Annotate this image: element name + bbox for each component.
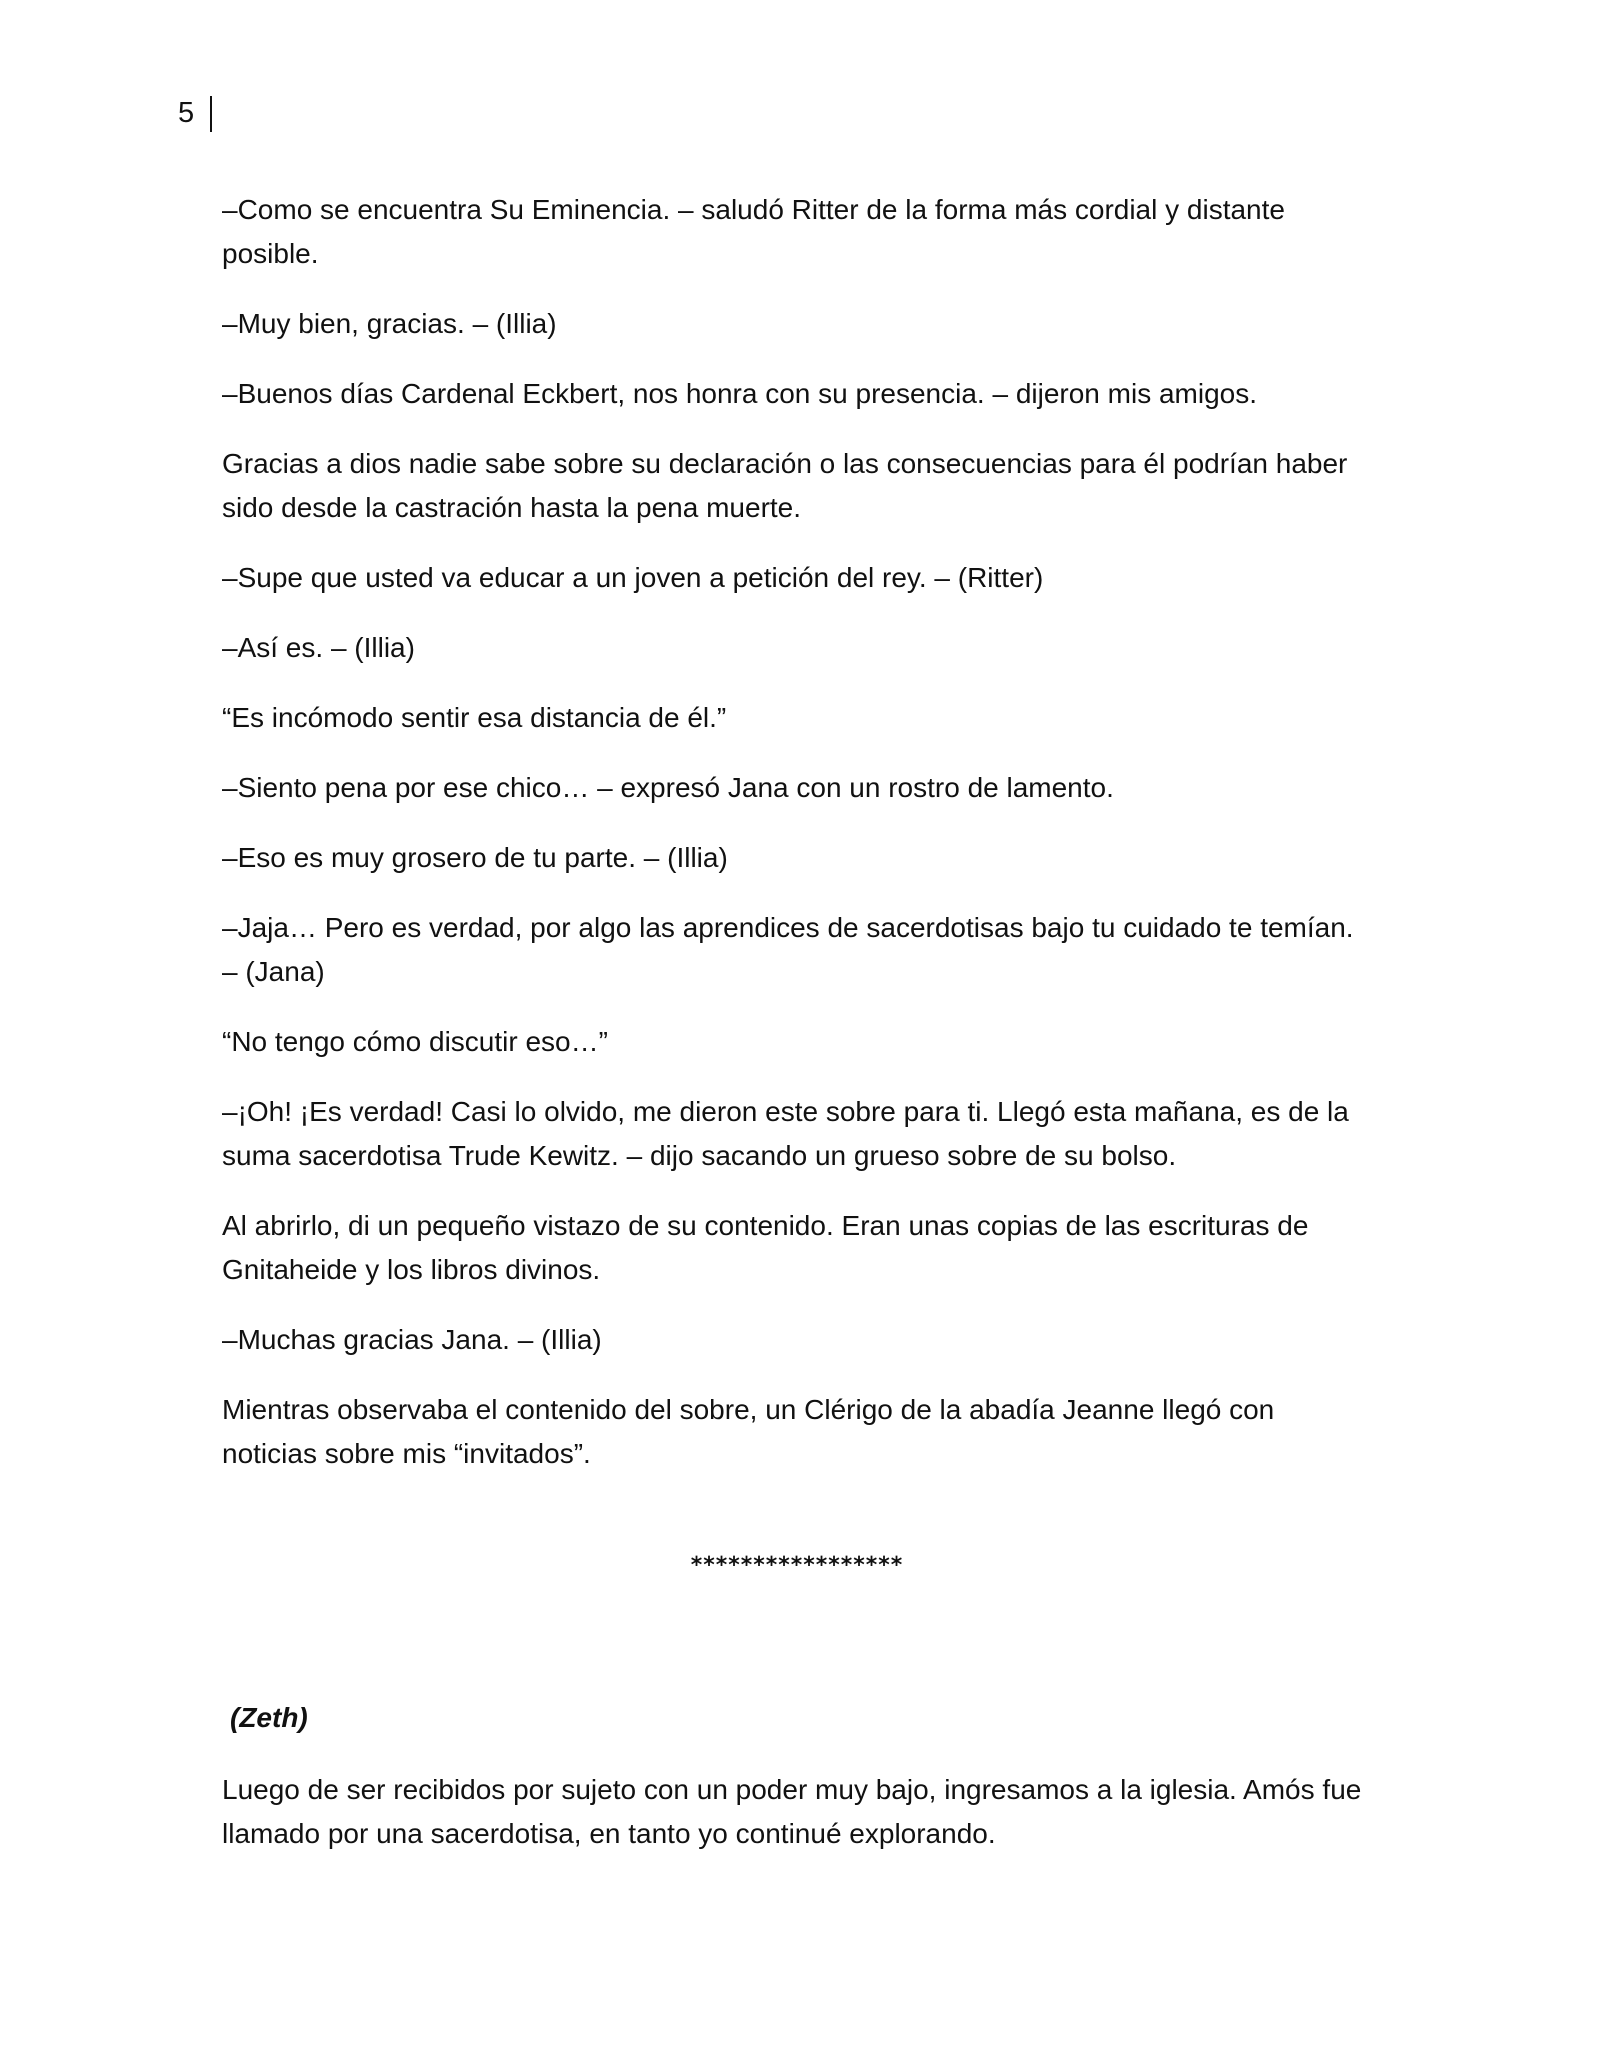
scene-separator: *****************: [690, 1553, 904, 1578]
paragraph: Mientras observaba el contenido del sobre, un Clérigo de la abadía Jeanne llegó con noticias sobre mis “invitados”.: [222, 1394, 1275, 1469]
paragraph: –Supe que usted va educar a un joven a petición del rey. – (Ritter): [222, 562, 1044, 593]
paragraph: “No tengo cómo discutir eso…”: [222, 1026, 608, 1057]
document-body: [222, 188, 1372, 1882]
paragraph: –Siento pena por ese chico… – expresó Jana con un rostro de lamento.: [222, 772, 1114, 803]
paragraph: –Muchas gracias Jana. – (Illia): [222, 1324, 602, 1355]
paragraph: –Así es. – (Illia): [222, 632, 415, 663]
paragraph: Al abrirlo, di un pequeño vistazo de su contenido. Eran unas copias de las escrituras de Gnitaheide y los libros divinos.: [222, 1210, 1309, 1285]
paragraph: –Muy bien, gracias. – (Illia): [222, 308, 557, 339]
paragraph: –Jaja… Pero es verdad, por algo las aprendices de sacerdotisas bajo tu cuidado te temían. – (Jana): [222, 912, 1354, 987]
paragraph: Gracias a dios nadie sabe sobre su declaración o las consecuencias para él podrían haber sido desde la castración hasta la pena muerte.: [222, 448, 1348, 523]
page-number: 5: [178, 96, 212, 132]
paragraph: –Eso es muy grosero de tu parte. – (Illia): [222, 842, 728, 873]
paragraph: –¡Oh! ¡Es verdad! Casi lo olvido, me dieron este sobre para ti. Llegó esta mañana, es de la suma sacerdotisa Trude Kewitz. – dijo sacando un grueso sobre de su bolso.: [222, 1096, 1349, 1171]
paragraph: “Es incómodo sentir esa distancia de él.”: [222, 702, 727, 733]
paragraph: Luego de ser recibidos por sujeto con un poder muy bajo, ingresamos a la iglesia. Amós fue llamado por una sacerdotisa, en tanto yo continué explorando.: [222, 1774, 1362, 1849]
paragraph: –Buenos días Cardenal Eckbert, nos honra con su presencia. – dijeron mis amigos.: [222, 378, 1258, 409]
section-heading: (Zeth): [230, 1702, 308, 1733]
paragraph: –Como se encuentra Su Eminencia. – saludó Ritter de la forma más cordial y distante posible.: [222, 194, 1285, 269]
